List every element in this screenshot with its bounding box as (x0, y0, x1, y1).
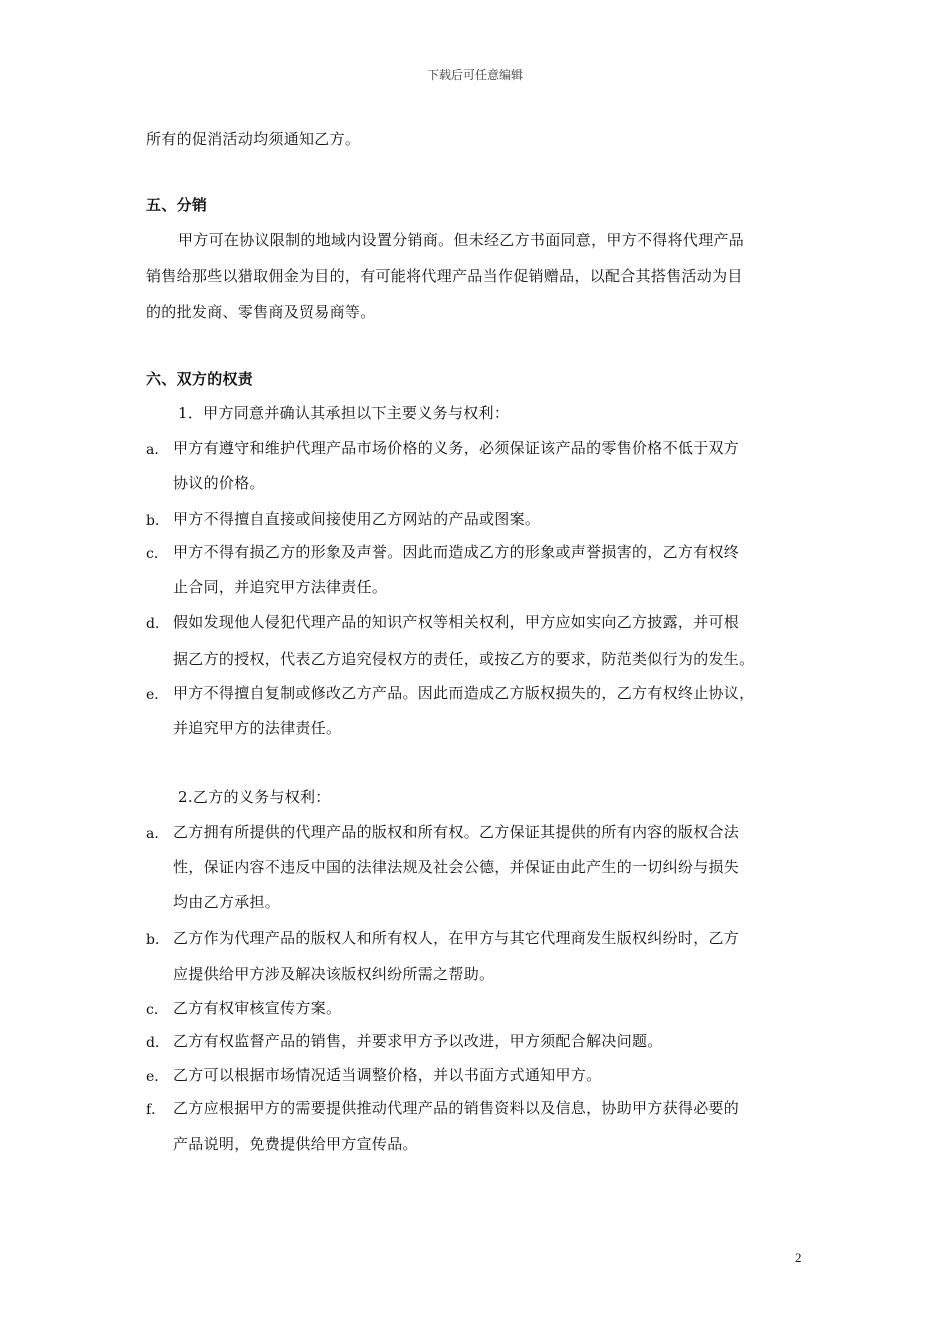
list-item-line: 乙方可以根据市场情况适当调整价格，并以书面方式通知甲方。 (173, 1066, 602, 1084)
section-5-title: 五、分销 (146, 196, 208, 214)
section-5-line: 销售给那些以猎取佣金为目的，有可能将代理产品当作促销赠品，以配合其搭售活动为目 (146, 267, 743, 285)
list-item-line: 据乙方的授权，代表乙方追究侵权方的责任，或按乙方的要求，防范类似行为的发生。 (173, 650, 755, 668)
part-2-heading: 2.乙方的义务与权利： (178, 788, 331, 806)
list-item-line: 应提供给甲方涉及解决该版权纠纷所需之帮助。 (173, 965, 495, 983)
list-item-line: 乙方有权监督产品的销售，并要求甲方予以改进，甲方须配合解决问题。 (173, 1032, 663, 1050)
list-marker: e． (146, 1069, 169, 1085)
list-item-line: 甲方不得有损乙方的形象及声誉。因此而造成乙方的形象或声誉损害的，乙方有权终 (173, 543, 740, 561)
section-6-title: 六、双方的权责 (146, 370, 254, 388)
list-item-line: 乙方有权审核宣传方案。 (173, 999, 342, 1017)
list-item-line: 甲方有遵守和维护代理产品市场价格的义务，必须保证该产品的零售价格不低于双方 (173, 439, 740, 457)
list-marker: f． (146, 1102, 166, 1118)
list-item-line: 乙方拥有所提供的代理产品的版权和所有权。乙方保证其提供的所有内容的版权合法 (173, 823, 740, 841)
page-header: 下载后可任意编辑 (426, 68, 523, 82)
list-marker: e． (146, 687, 169, 703)
list-marker: c． (146, 1002, 168, 1018)
page-number: 2 (795, 1250, 802, 1265)
list-marker: c． (146, 546, 168, 562)
list-item-line: 性，保证内容不违反中国的法律法规及社会公德，并保证由此产生的一切纠纷与损失 (173, 858, 740, 876)
list-item-line: 乙方作为代理产品的版权人和所有权人，在甲方与其它代理商发生版权纠纷时，乙方 (173, 929, 740, 947)
list-marker: b． (146, 932, 169, 948)
list-marker: d． (146, 616, 169, 632)
list-item-line: 甲方不得擅自直接或间接使用乙方网站的产品或图案。 (173, 510, 541, 528)
part-1-heading: 1．甲方同意并确认其承担以下主要义务与权利： (178, 404, 510, 422)
list-marker: d． (146, 1035, 169, 1051)
list-item-line: 止合同，并追究甲方法律责任。 (173, 578, 388, 596)
list-marker: a． (146, 826, 169, 842)
section-5-line: 的的批发商、零售商及贸易商等。 (146, 303, 376, 321)
list-marker: b． (146, 513, 169, 529)
list-item-line: 并追究甲方的法律责任。 (173, 719, 342, 737)
list-marker: a． (146, 442, 169, 458)
section-5-line: 甲方可在协议限制的地域内设置分销商。但未经乙方书面同意，甲方不得将代理产品 (178, 231, 745, 249)
list-item-line: 假如发现他人侵犯代理产品的知识产权等相关权利，甲方应如实向乙方披露，并可根 (173, 613, 740, 631)
list-item-line: 产品说明，免费提供给甲方宣传品。 (173, 1135, 418, 1153)
intro-paragraph: 所有的促消活动均须通知乙方。 (146, 130, 361, 148)
list-item-line: 甲方不得擅自复制或修改乙方产品。因此而造成乙方版权损失的，乙方有权终止协议， (173, 684, 755, 702)
list-item-line: 均由乙方承担。 (173, 893, 281, 911)
list-item-line: 乙方应根据甲方的需要提供推动代理产品的销售资料以及信息，协助甲方获得必要的 (173, 1099, 740, 1117)
list-item-line: 协议的价格。 (173, 474, 265, 492)
